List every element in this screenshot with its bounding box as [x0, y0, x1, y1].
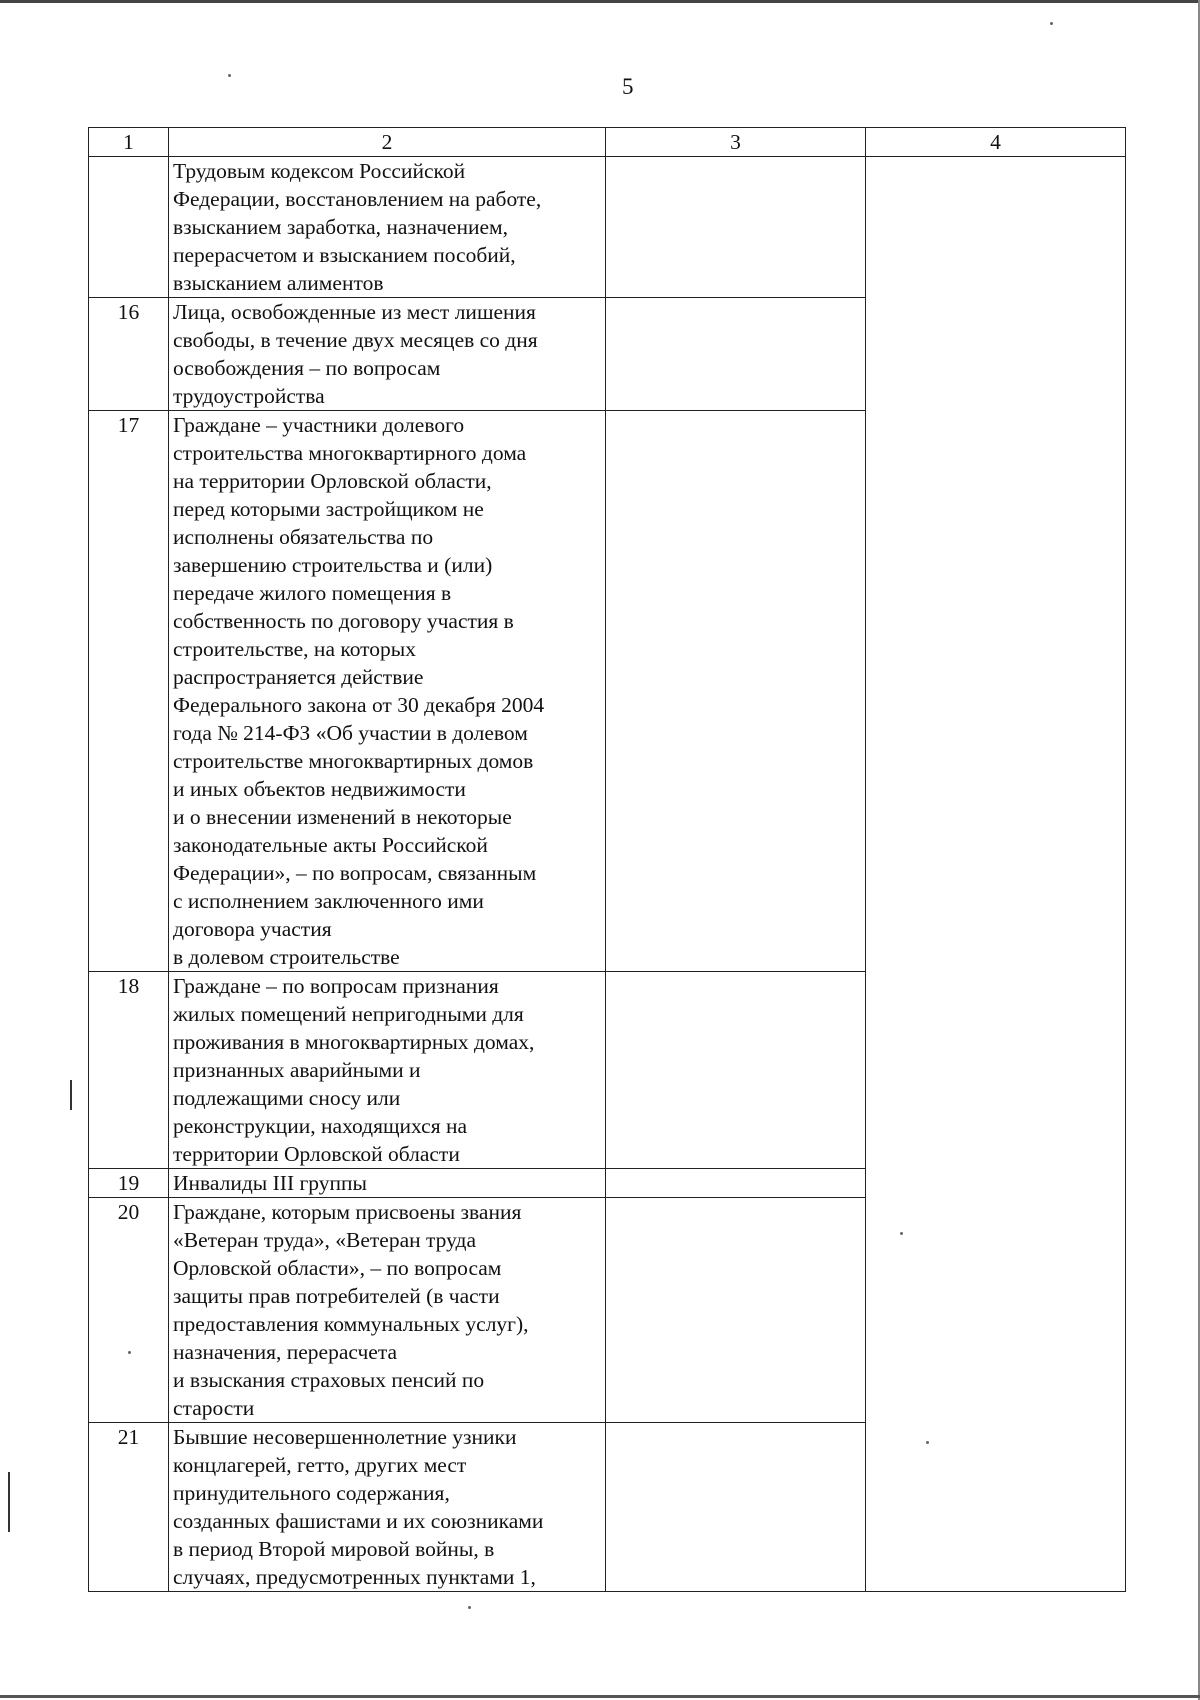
col-3-cell	[606, 1169, 866, 1198]
table-row	[89, 157, 1126, 298]
scan-edge-top	[0, 0, 1200, 3]
row-number	[89, 157, 169, 298]
col-3-cell	[606, 298, 866, 411]
col-3-cell	[606, 1198, 866, 1423]
row-number: 17	[89, 411, 169, 972]
row-number: 20	[89, 1198, 169, 1423]
row-number: 21	[89, 1423, 169, 1592]
scan-speck	[926, 1441, 929, 1444]
row-text: Бывшие несовершеннолетние узники концлагерей, гетто, других мест принудительного содержания, созданных фашистами и их союзниками в период Второй мировой войны, в случаях, предусмотренных пунктами 1,	[169, 1423, 606, 1592]
header-col-1: 1	[89, 128, 169, 157]
row-number: 16	[89, 298, 169, 411]
col-3-cell	[606, 972, 866, 1169]
margin-mark	[70, 1080, 72, 1110]
row-text: Граждане – по вопросам признания жилых помещений непригодными для проживания в многоквартирных домах, признанных аварийными и подлежащими сносу или реконструкции, находящихся на территории Орловской области	[169, 972, 606, 1169]
page-number: 5	[622, 74, 634, 99]
scan-speck	[900, 1232, 903, 1235]
col-3-cell	[606, 157, 866, 298]
header-col-3: 3	[606, 128, 866, 157]
col-3-cell	[606, 1423, 866, 1592]
row-text: Лица, освобожденные из мест лишения свободы, в течение двух месяцев со дня освобождения – по вопросам трудоустройства	[169, 298, 606, 411]
header-col-4: 4	[866, 128, 1126, 157]
document-table	[88, 127, 1126, 1592]
row-text: Инвалиды III группы	[169, 1169, 606, 1198]
scan-edge-bottom	[0, 1695, 1200, 1698]
row-text: Граждане, которым присвоены звания «Ветеран труда», «Ветеран труда Орловской области», – по вопросам защиты прав потребителей (в части предоставления коммунальных услуг), назначения, перерасчета и взыскания страховых пенсий по старости	[169, 1198, 606, 1423]
row-number: 19	[89, 1169, 169, 1198]
row-text: Трудовым кодексом Российской Федерации, восстановлением на работе, взысканием заработка, назначением, перерасчетом и взысканием пособий, взысканием алиментов	[169, 157, 606, 298]
scan-speck	[1050, 22, 1053, 25]
header-col-2: 2	[169, 128, 606, 157]
col-3-cell	[606, 411, 866, 972]
header-row	[89, 128, 1126, 157]
scan-speck	[128, 1351, 131, 1354]
row-number: 18	[89, 972, 169, 1169]
scan-speck	[228, 74, 231, 77]
margin-mark	[8, 1472, 10, 1532]
col-4-cell	[866, 157, 1126, 1592]
scan-speck	[468, 1606, 471, 1609]
row-text: Граждане – участники долевого строительства многоквартирного дома на территории Орловской области, перед которыми застройщиком не исполнены обязательства по завершению строительства и (или) передаче жилого помещения в собственность по договору участия в строительстве, на которых распространяется действие Федерального закона от 30 декабря 2004 года № 214-ФЗ «Об участии в долевом строительстве многоквартирных домов и иных объектов недвижимости и о внесении изменений в некоторые законодательные акты Российской Федерации», – по вопросам, связанным с исполнением заключенного ими договора участия в долевом строительстве	[169, 411, 606, 972]
